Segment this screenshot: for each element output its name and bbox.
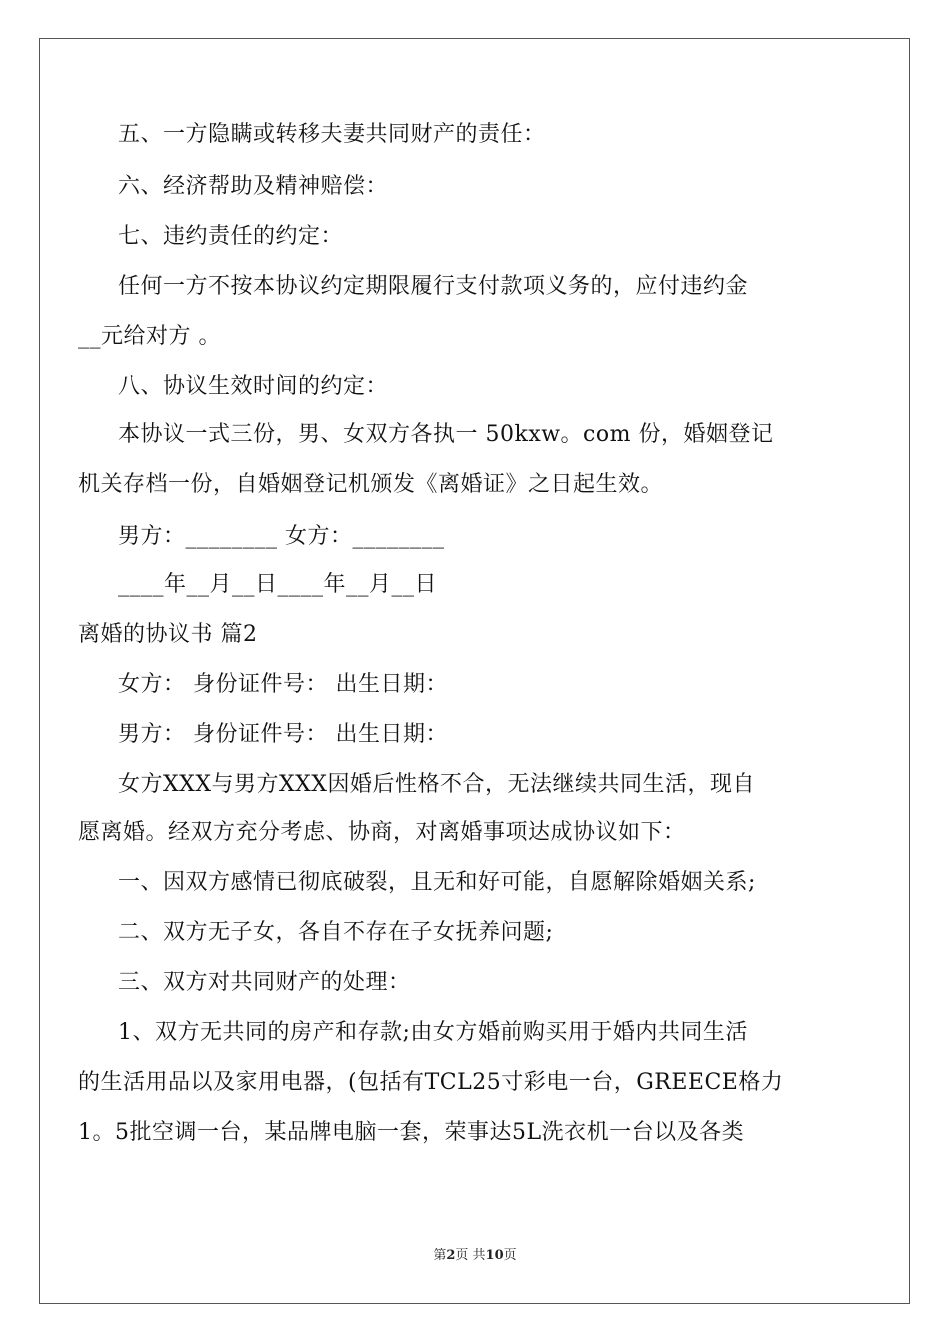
paragraph-line: 六、经济帮助及精神赔偿： [118, 174, 389, 199]
party-info-line: 男方： 身份证件号： 出生日期： [118, 722, 448, 747]
paragraph-line: 三、双方对共同财产的处理： [118, 970, 411, 995]
paragraph-line: 二、双方无子女，各自不存在子女抚养问题; [118, 920, 554, 945]
footer-suffix: 页 [503, 1248, 517, 1263]
footer-prefix: 第 [433, 1248, 447, 1263]
section-heading: 离婚的协议书 篇2 [78, 622, 258, 647]
paragraph-line: 五、一方隐瞒或转移夫妻共同财产的责任： [118, 122, 546, 147]
paragraph-line: 七、违约责任的约定： [118, 224, 344, 249]
paragraph-line: 1、双方无共同的房产和存款;由女方婚前购买用于婚内共同生活 [118, 1020, 748, 1045]
paragraph-line: 女方XXX与男方XXX因婚后性格不合，无法继续共同生活，现自 [118, 772, 755, 797]
paragraph-line: 机关存档一份，自婚姻登记机颁发《离婚证》之日起生效。 [78, 472, 664, 497]
date-line: ____年__月__日____年__月__日 [118, 572, 438, 597]
page-footer [0, 1248, 950, 1264]
footer-page-number: 2 [446, 1248, 456, 1263]
paragraph-line: __元给对方 。 [78, 324, 221, 349]
party-info-line: 女方： 身份证件号： 出生日期： [118, 672, 448, 697]
paragraph-line: 愿离婚。经双方充分考虑、协商，对离婚事项达成协议如下： [78, 820, 686, 845]
paragraph-line: 任何一方不按本协议约定期限履行支付款项义务的，应付违约金 [118, 274, 749, 299]
footer-mid: 页 共 [455, 1248, 486, 1263]
paragraph-line: 八、协议生效时间的约定： [118, 374, 389, 399]
paragraph-line: 1。5批空调一台，某品牌电脑一套，荣事达5L洗衣机一台以及各类 [78, 1120, 745, 1145]
paragraph-line: 一、因双方感情已彻底破裂，且无和好可能，自愿解除婚姻关系; [118, 870, 756, 895]
paragraph-line: 的生活用品以及家用电器，(包括有TCL25寸彩电一台，GREECE格力 [78, 1070, 784, 1095]
paragraph-line: 本协议一式三份，男、女双方各执一 50kxw。com 份，婚姻登记 [118, 422, 774, 447]
signature-line: 男方：________ 女方：________ [118, 524, 445, 549]
footer-total-pages: 10 [485, 1248, 504, 1263]
